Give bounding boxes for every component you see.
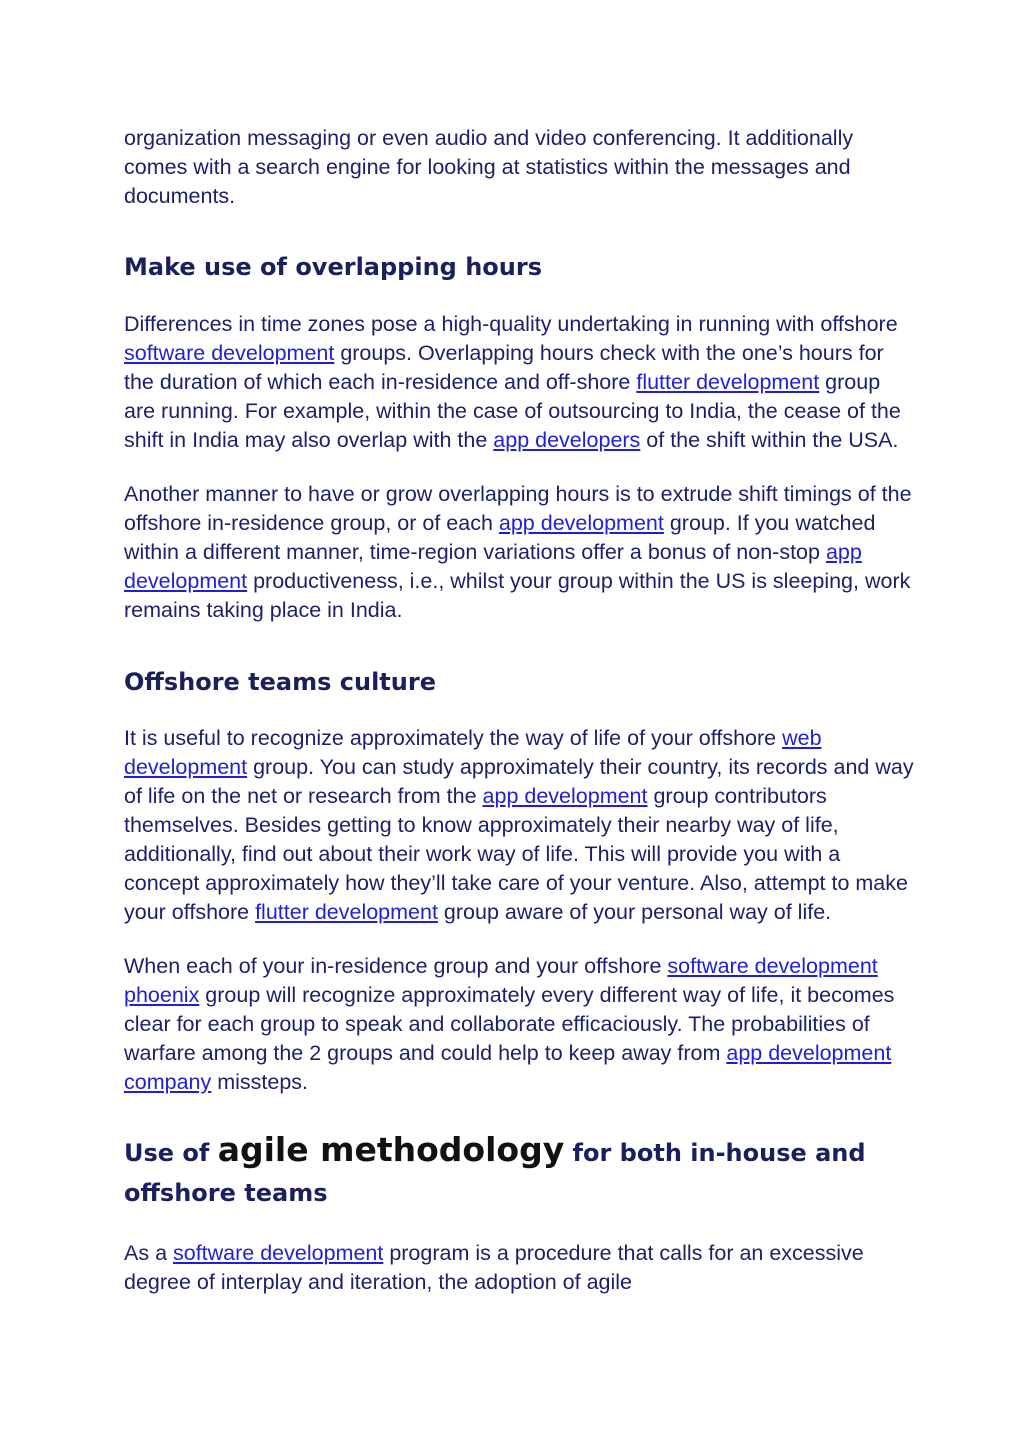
text-run: group aware of your personal way of life. bbox=[437, 900, 832, 924]
link-flutter-development[interactable]: flutter development bbox=[255, 900, 438, 924]
text-run: When each of your in-residence group and your offshore bbox=[124, 954, 668, 978]
link-flutter-development[interactable]: flutter development bbox=[636, 370, 820, 394]
document-body bbox=[124, 124, 914, 1297]
text-run: groups. Overlapping hours check with the one’s hours for the duration of which each in-residence and off-shore bbox=[124, 341, 884, 394]
paragraph-culture-1 bbox=[124, 724, 914, 927]
text-run: Another manner to have or grow overlapping hours is to extrude shift timings of the offshore in-residence group, or of each bbox=[124, 482, 912, 535]
text-run: group will recognize approximately every different way of life, it becomes clear for each group to speak and collaborate efficaciously. The probabilities of warfare among the 2 groups and could help to keep away from bbox=[124, 983, 895, 1065]
text-run: program is a procedure that calls for an excessive degree of interplay and iteration, the adoption of agile bbox=[124, 1241, 864, 1294]
link-app-development-company[interactable]: app development company bbox=[124, 1041, 892, 1094]
heading-overlapping-hours: Make use of overlapping hours bbox=[124, 253, 542, 281]
link-app-development[interactable]: app development bbox=[482, 784, 648, 808]
paragraph-overlapping-hours-1 bbox=[124, 310, 914, 455]
text-run: group. If you watched within a different manner, time-region variations offer a bonus of non-stop bbox=[124, 511, 876, 564]
text-run: missteps. bbox=[211, 1070, 309, 1094]
heading-part: offshore teams bbox=[124, 1179, 328, 1207]
heading-offshore-teams-culture: Offshore teams culture bbox=[124, 668, 436, 696]
intro-paragraph: organization messaging or even audio and video conferencing. It additionally comes with a search engine for looking at statistics within the messages and documents. bbox=[124, 126, 854, 208]
heading-emphasis: agile methodology bbox=[217, 1130, 565, 1169]
link-app-development[interactable]: app development bbox=[124, 540, 862, 593]
paragraph-culture-2 bbox=[124, 952, 914, 1097]
link-web-development[interactable]: web development bbox=[124, 726, 822, 779]
heading-part: for both in-house and bbox=[564, 1139, 866, 1167]
link-software-development-phoenix[interactable]: software development phoenix bbox=[124, 954, 878, 1007]
link-software-development[interactable]: software development bbox=[173, 1241, 384, 1265]
heading-agile-methodology bbox=[124, 1131, 914, 1212]
text-run: of the shift within the USA. bbox=[640, 428, 899, 452]
paragraph-overlapping-hours-2 bbox=[124, 480, 914, 625]
text-run: group are running. For example, within the case of outsourcing to India, the cease of the shift in India may also overlap with the bbox=[124, 370, 901, 452]
heading-part: Use of bbox=[124, 1139, 218, 1167]
text-run: Differences in time zones pose a high-quality undertaking in running with offshore bbox=[124, 312, 898, 336]
text-run: group. You can study approximately their country, its records and way of life on the net or research from the bbox=[124, 755, 914, 808]
text-run: group contributors themselves. Besides getting to know approximately their nearby way of life, additionally, find out about their work way of life. This will provide you with a concept approximately how they’ll take care of your venture. Also, attempt to make your offshore bbox=[124, 784, 908, 924]
link-software-development[interactable]: software development bbox=[124, 341, 335, 365]
link-app-development[interactable]: app development bbox=[498, 511, 664, 535]
paragraph-agile-1 bbox=[124, 1239, 914, 1297]
text-run: It is useful to recognize approximately the way of life of your offshore bbox=[124, 726, 783, 750]
link-app-developers[interactable]: app developers bbox=[493, 428, 641, 452]
text-run: As a bbox=[124, 1241, 173, 1265]
text-run: productiveness, i.e., whilst your group within the US is sleeping, work remains taking place in India. bbox=[124, 569, 911, 622]
